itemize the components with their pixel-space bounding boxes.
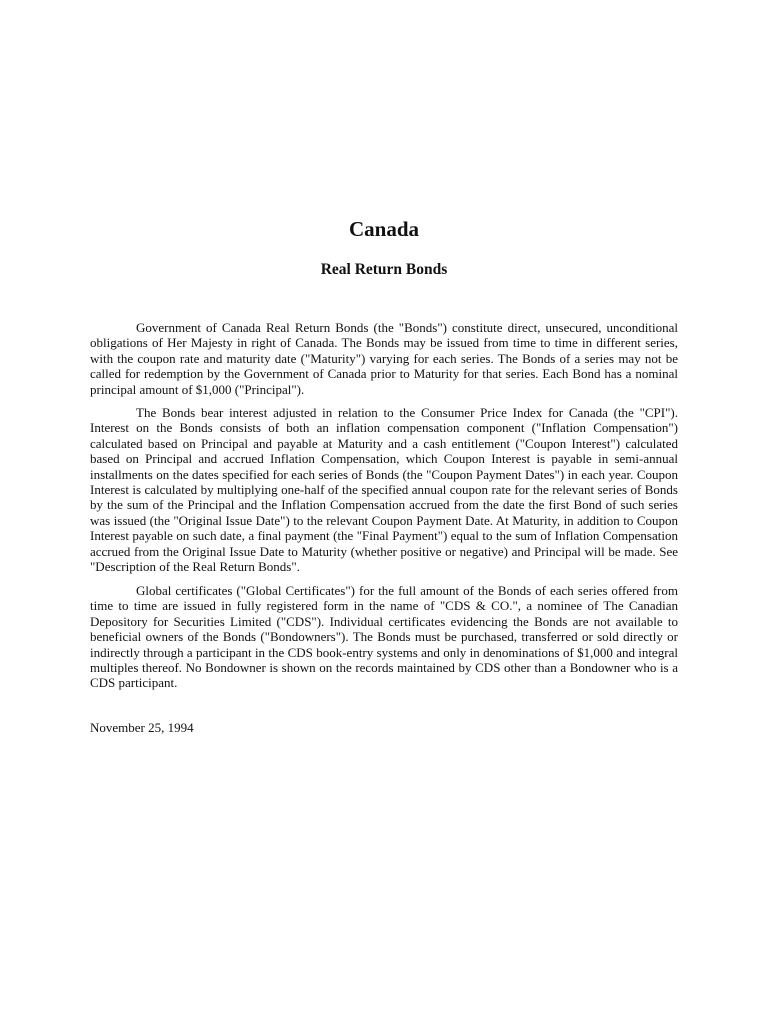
document-date: November 25, 1994 <box>90 720 194 735</box>
paragraph-bonds-overview: Government of Canada Real Return Bonds (the "Bonds") constitute direct, unsecured, unconditional obligations of Her Majesty in right of Canada. The Bonds may be issued from time to time in different series, with the coupon rate and maturity date ("Maturity") varying for each series. The Bonds of a series may not be called for redemption by the Government of Canada prior to Maturity for that series. Each Bond has a nominal principal amount of $1,000 ("Principal"). <box>90 320 678 397</box>
document-subtitle: Real Return Bonds <box>320 261 448 278</box>
paragraph-interest-terms: The Bonds bear interest adjusted in relation to the Consumer Price Index for Canada (the "CPI"). Interest on the Bonds consists of both an inflation compensation component ("Inflation Compensation") calculated based on Principal and payable at Maturity and a cash entitlement ("Coupon Interest") calculated based on Principal and accrued Inflation Compensation, which Coupon Interest is payable in semi-annual installments on the dates specified for each series of Bonds (the "Coupon Payment Dates") in each year. Coupon Interest is calculated by multiplying one-half of the specified annual coupon rate for the relevant series of Bonds by the sum of the Principal and the Inflation Compensation accrued from the date the first Bond of such series was issued (the "Original Issue Date") to the relevant Coupon Payment Date. At Maturity, in addition to Coupon Interest payable on such date, a final payment (the "Final Payment") equal to the sum of Inflation Compensation accrued from the Original Issue Date to Maturity (whether positive or negative) and Principal will be made. See "Description of the Real Return Bonds". <box>90 405 678 575</box>
document-title: Canada <box>348 217 420 241</box>
paragraph-global-certificates: Global certificates ("Global Certificates") for the full amount of the Bonds of each series offered from time to time are issued in fully registered form in the name of "CDS & CO.", a nominee of The Canadian Depository for Securities Limited ("CDS"). Individual certificates evidencing the Bonds are not available to beneficial owners of the Bonds ("Bondowners"). The Bonds must be purchased, transferred or sold directly or indirectly through a participant in the CDS book-entry systems and only in denominations of $1,000 and integral multiples thereof. No Bondowner is shown on the records maintained by CDS other than a Bondowner who is a CDS participant. <box>90 583 678 691</box>
